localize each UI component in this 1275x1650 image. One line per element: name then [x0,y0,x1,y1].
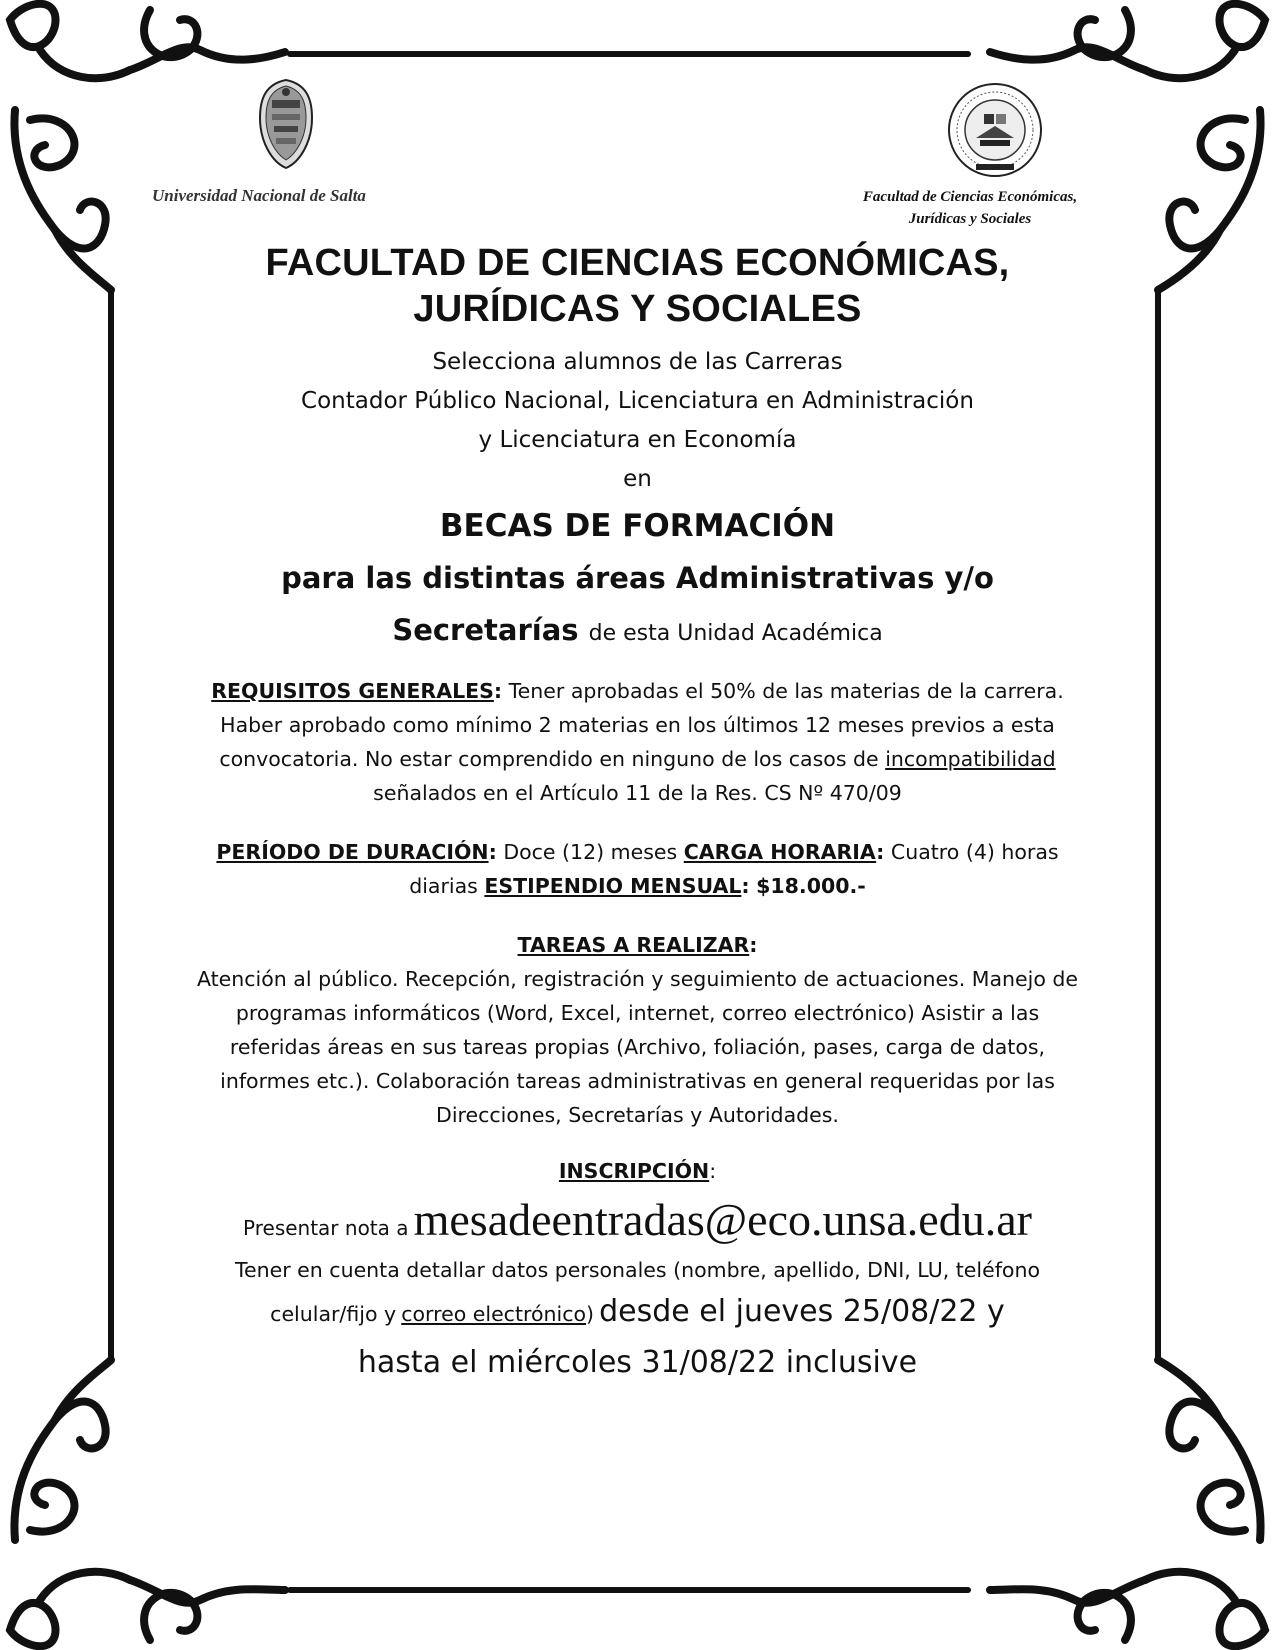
requisitos-text1: Tener aprobadas el 50% de las materias de la carrera. [508,679,1064,703]
intro-block [140,343,1135,499]
note-line2-pre: celular/fijo y [270,1302,397,1326]
dates-part2: hasta el miércoles 31/08/22 inclusive [357,1345,918,1380]
inscripcion-note-line1: Tener en cuenta detallar datos personales (nombre, apellido, DNI, LU, teléfono [234,1258,1040,1282]
requisitos-line4: señalados en el Artículo 11 de la Res. CS Nº 470/09 [373,781,902,805]
periodo-line2-pre: diarias [409,874,478,898]
note-line2-close: ) [586,1302,595,1326]
tareas-block [140,928,1135,1132]
tareas-line3: referidas áreas en sus tareas propias (Archivo, foliación, pases, carga de datos, [229,1035,1046,1059]
periodo-label: PERÍODO DE DURACIÓN [216,840,489,864]
title-line2: JURÍDICAS Y SOCIALES [413,288,862,330]
inscripcion-note-line2 [140,1287,1135,1341]
requisitos-line3-pre: convocatoria. No estar comprendido en ninguno de los casos de [219,747,879,771]
requisitos-line1: REQUISITOS GENERALES: Tener aprobadas el 50% de las materias de la carrera. [211,679,1064,703]
tareas-line5: Direcciones, Secretarías y Autoridades. [436,1103,839,1127]
carga-value: Cuatro (4) horas [890,840,1059,864]
becas-line3 [140,604,1135,660]
pre-email-text: Presentar nota a [243,1216,409,1240]
correo-electronico-link[interactable]: correo electrónico [401,1302,587,1326]
tareas-heading: TAREAS A REALIZAR: [517,933,758,957]
becas-line2: para las distintas áreas Administrativas y/o [281,561,994,595]
university-name: Universidad Nacional de Salta [152,186,366,205]
intro-line3: y Licenciatura en Economía [478,427,797,453]
faculty-caption-line1: Facultad de Ciencias Económicas, [862,189,1078,205]
periodo-line2: diarias ESTIPENDIO MENSUAL: $18.000.- [409,874,866,898]
periodo-value: Doce (12) meses [503,840,678,864]
becas-block [140,500,1135,660]
tareas-line2: programas informáticos (Word, Excel, internet, correo electrónico) Asistir a las [235,1001,1040,1025]
becas-heading: BECAS DE FORMACIÓN [439,508,836,544]
corner-flourish-bottom-left [10,1360,285,1646]
title-line1: FACULTAD DE CIENCIAS ECONÓMICAS, [265,242,1010,284]
incompatibilidad-link[interactable]: incompatibilidad [885,747,1056,771]
inscripcion-label: INSCRIPCIÓN [558,1159,710,1183]
requisitos-label: REQUISITOS GENERALES [211,679,494,703]
intro-line1: Selecciona alumnos de las Carreras [432,349,843,375]
tareas-line1: Atención al público. Recepción, registración y seguimiento de actuaciones. Manejo de [196,967,1079,991]
requisitos-line3 [140,742,1135,776]
becas-line3-rest: de esta Unidad Académica [588,621,883,646]
email-line [140,1190,1135,1260]
periodo-line1: PERÍODO DE DURACIÓN: Doce (12) meses CARGA HORARIA: Cuatro (4) horas [216,840,1059,864]
inscripcion-heading: INSCRIPCIÓN: [558,1159,717,1183]
requisitos-block [140,674,1135,810]
faculty-caption [810,186,1130,230]
faculty-caption-line2: Jurídicas y Sociales [908,211,1032,227]
corner-flourish-bottom-right [990,1360,1265,1646]
faculty-seal-icon [940,80,1050,180]
estipendio-value: $18.000.- [756,874,866,898]
tareas-label: TAREAS A REALIZAR [517,933,750,957]
intro-line4: en [623,466,652,492]
becas-line3-bold: Secretarías [392,613,579,647]
requisitos-line2: Haber aprobado como mínimo 2 materias en los últimos 12 meses previos a esta [220,713,1055,737]
tareas-line4: informes etc.). Colaboración tareas administrativas en general requeridas por las [220,1069,1055,1093]
page-title [140,240,1135,332]
dates-part1: desde el jueves 25/08/22 y [599,1294,1005,1329]
carga-label: CARGA HORARIA [683,840,877,864]
periodo-block [140,835,1135,903]
email-address[interactable]: mesadeentradas@eco.unsa.edu.ar [413,1194,1032,1245]
university-crest-icon [258,78,314,170]
estipendio-label: ESTIPENDIO MENSUAL [484,874,742,898]
intro-line2: Contador Público Nacional, Licenciatura en Administración [301,388,974,414]
